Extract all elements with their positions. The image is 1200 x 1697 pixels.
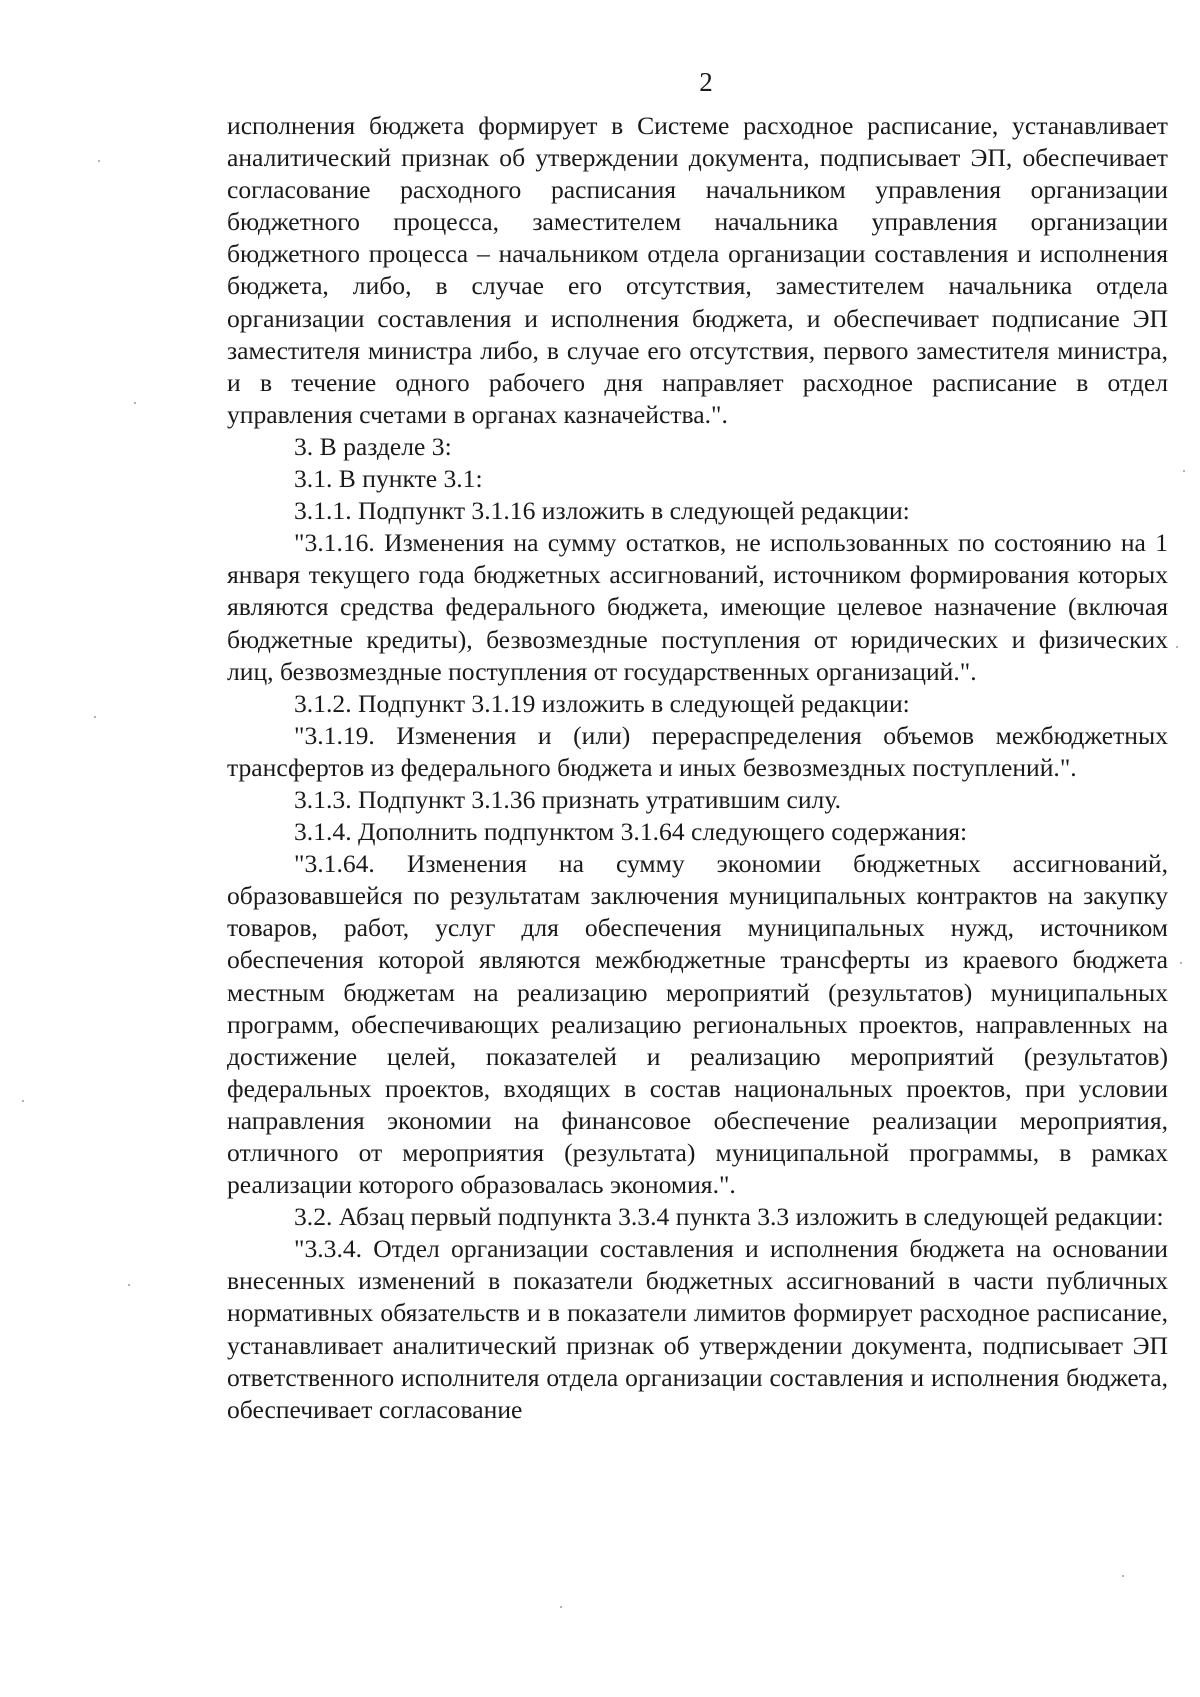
paragraph-item-3-1-1: 3.1.1. Подпункт 3.1.16 изложить в следующей редакции:	[294, 496, 910, 526]
scan-speck	[134, 402, 136, 404]
paragraph-item-3-1-3: 3.1.3. Подпункт 3.1.36 признать утратившим силу.	[294, 784, 841, 814]
paragraph-continuation: исполнения бюджета формирует в Системе расходное расписание, устанавливает аналитический признак об утверждении документа, подписывает ЭП, обеспечивает согласование расходного расписания начальником управления организации бюджетного процесса, заместителем начальника управления организации бюджетного процесса – начальником отдела организации составления и исполнения бюджета, либо, в случае его отсутствия, заместителем начальника отдела организации составления и исполнения бюджета, и обеспечивает подписание ЭП заместителя министра либо, в случае его отсутствия, первого заместителя министра, и в течение одного рабочего дня направляет расходное расписание в отдел управления счетами в органах казначейства.".	[227, 111, 1168, 429]
scan-speck	[1176, 646, 1178, 648]
paragraph-item-3-1: 3.1. В пункте 3.1:	[294, 464, 483, 494]
paragraph-item-3-1-19: "3.1.19. Изменения и (или) перераспределения объемов межбюджетных трансфертов из федерального бюджета и иных безвозмездных поступлений.".	[227, 720, 1168, 782]
scan-speck	[560, 1606, 562, 1608]
paragraph-item-3-1-2: 3.1.2. Подпункт 3.1.19 изложить в следующей редакции:	[294, 688, 910, 718]
scan-speck	[1122, 1575, 1124, 1577]
scan-speck	[128, 1284, 130, 1286]
scan-speck	[1180, 962, 1182, 964]
paragraph-item-3-1-16: "3.1.16. Изменения на сумму остатков, не использованных по состоянию на 1 января текущего года бюджетных ассигнований, источником формирования которых являются средства федерального бюджета, имеющие целевое назначение (включая бюджетные кредиты), безвозмездные поступления от юридических и физических лиц, безвозмездные поступления от государственных организаций.".	[227, 528, 1168, 686]
paragraph-item-3-2: 3.2. Абзац первый подпункта 3.3.4 пункта 3.3 изложить в следующей редакции:	[294, 1202, 1164, 1232]
paragraph-item-3-1-4: 3.1.4. Дополнить подпунктом 3.1.64 следующего содержания:	[294, 817, 968, 847]
document-body	[227, 110, 1168, 1426]
page-number: 2	[699, 67, 713, 97]
scan-speck	[94, 716, 96, 718]
paragraph-item-3-1-64: "3.1.64. Изменения на сумму экономии бюджетных ассигнований, образовавшейся по результатам заключения муниципальных контрактов на закупку товаров, работ, услуг для обеспечения муниципальных нужд, источником обеспечения которой являются межбюджетные трансферты из краевого бюджета местным бюджетам на реализацию мероприятий (результатов) муниципальных программ, обеспечивающих реализацию региональных проектов, направленных на достижение целей, показателей и реализацию мероприятий (результатов) федеральных проектов, входящих в состав национальных проектов, при условии направления экономии на финансовое обеспечение реализации мероприятия, отличного от мероприятия (результата) муниципальной программы, в рамках реализации которого образовалась экономия.".	[227, 849, 1168, 1200]
scan-speck	[22, 1100, 24, 1102]
scan-speck	[1183, 470, 1185, 472]
scan-speck	[98, 160, 100, 162]
paragraph-item-3-3-4: "3.3.4. Отдел организации составления и исполнения бюджета на основании внесенных изменений в показатели бюджетных ассигнований в части публичных нормативных обязательств и в показатели лимитов формирует расходное расписание, устанавливает аналитический признак об утверждении документа, подписывает ЭП ответственного исполнителя отдела организации составления и исполнения бюджета, обеспечивает согласование	[227, 1234, 1168, 1424]
paragraph-section-3: 3. В разделе 3:	[294, 431, 452, 461]
